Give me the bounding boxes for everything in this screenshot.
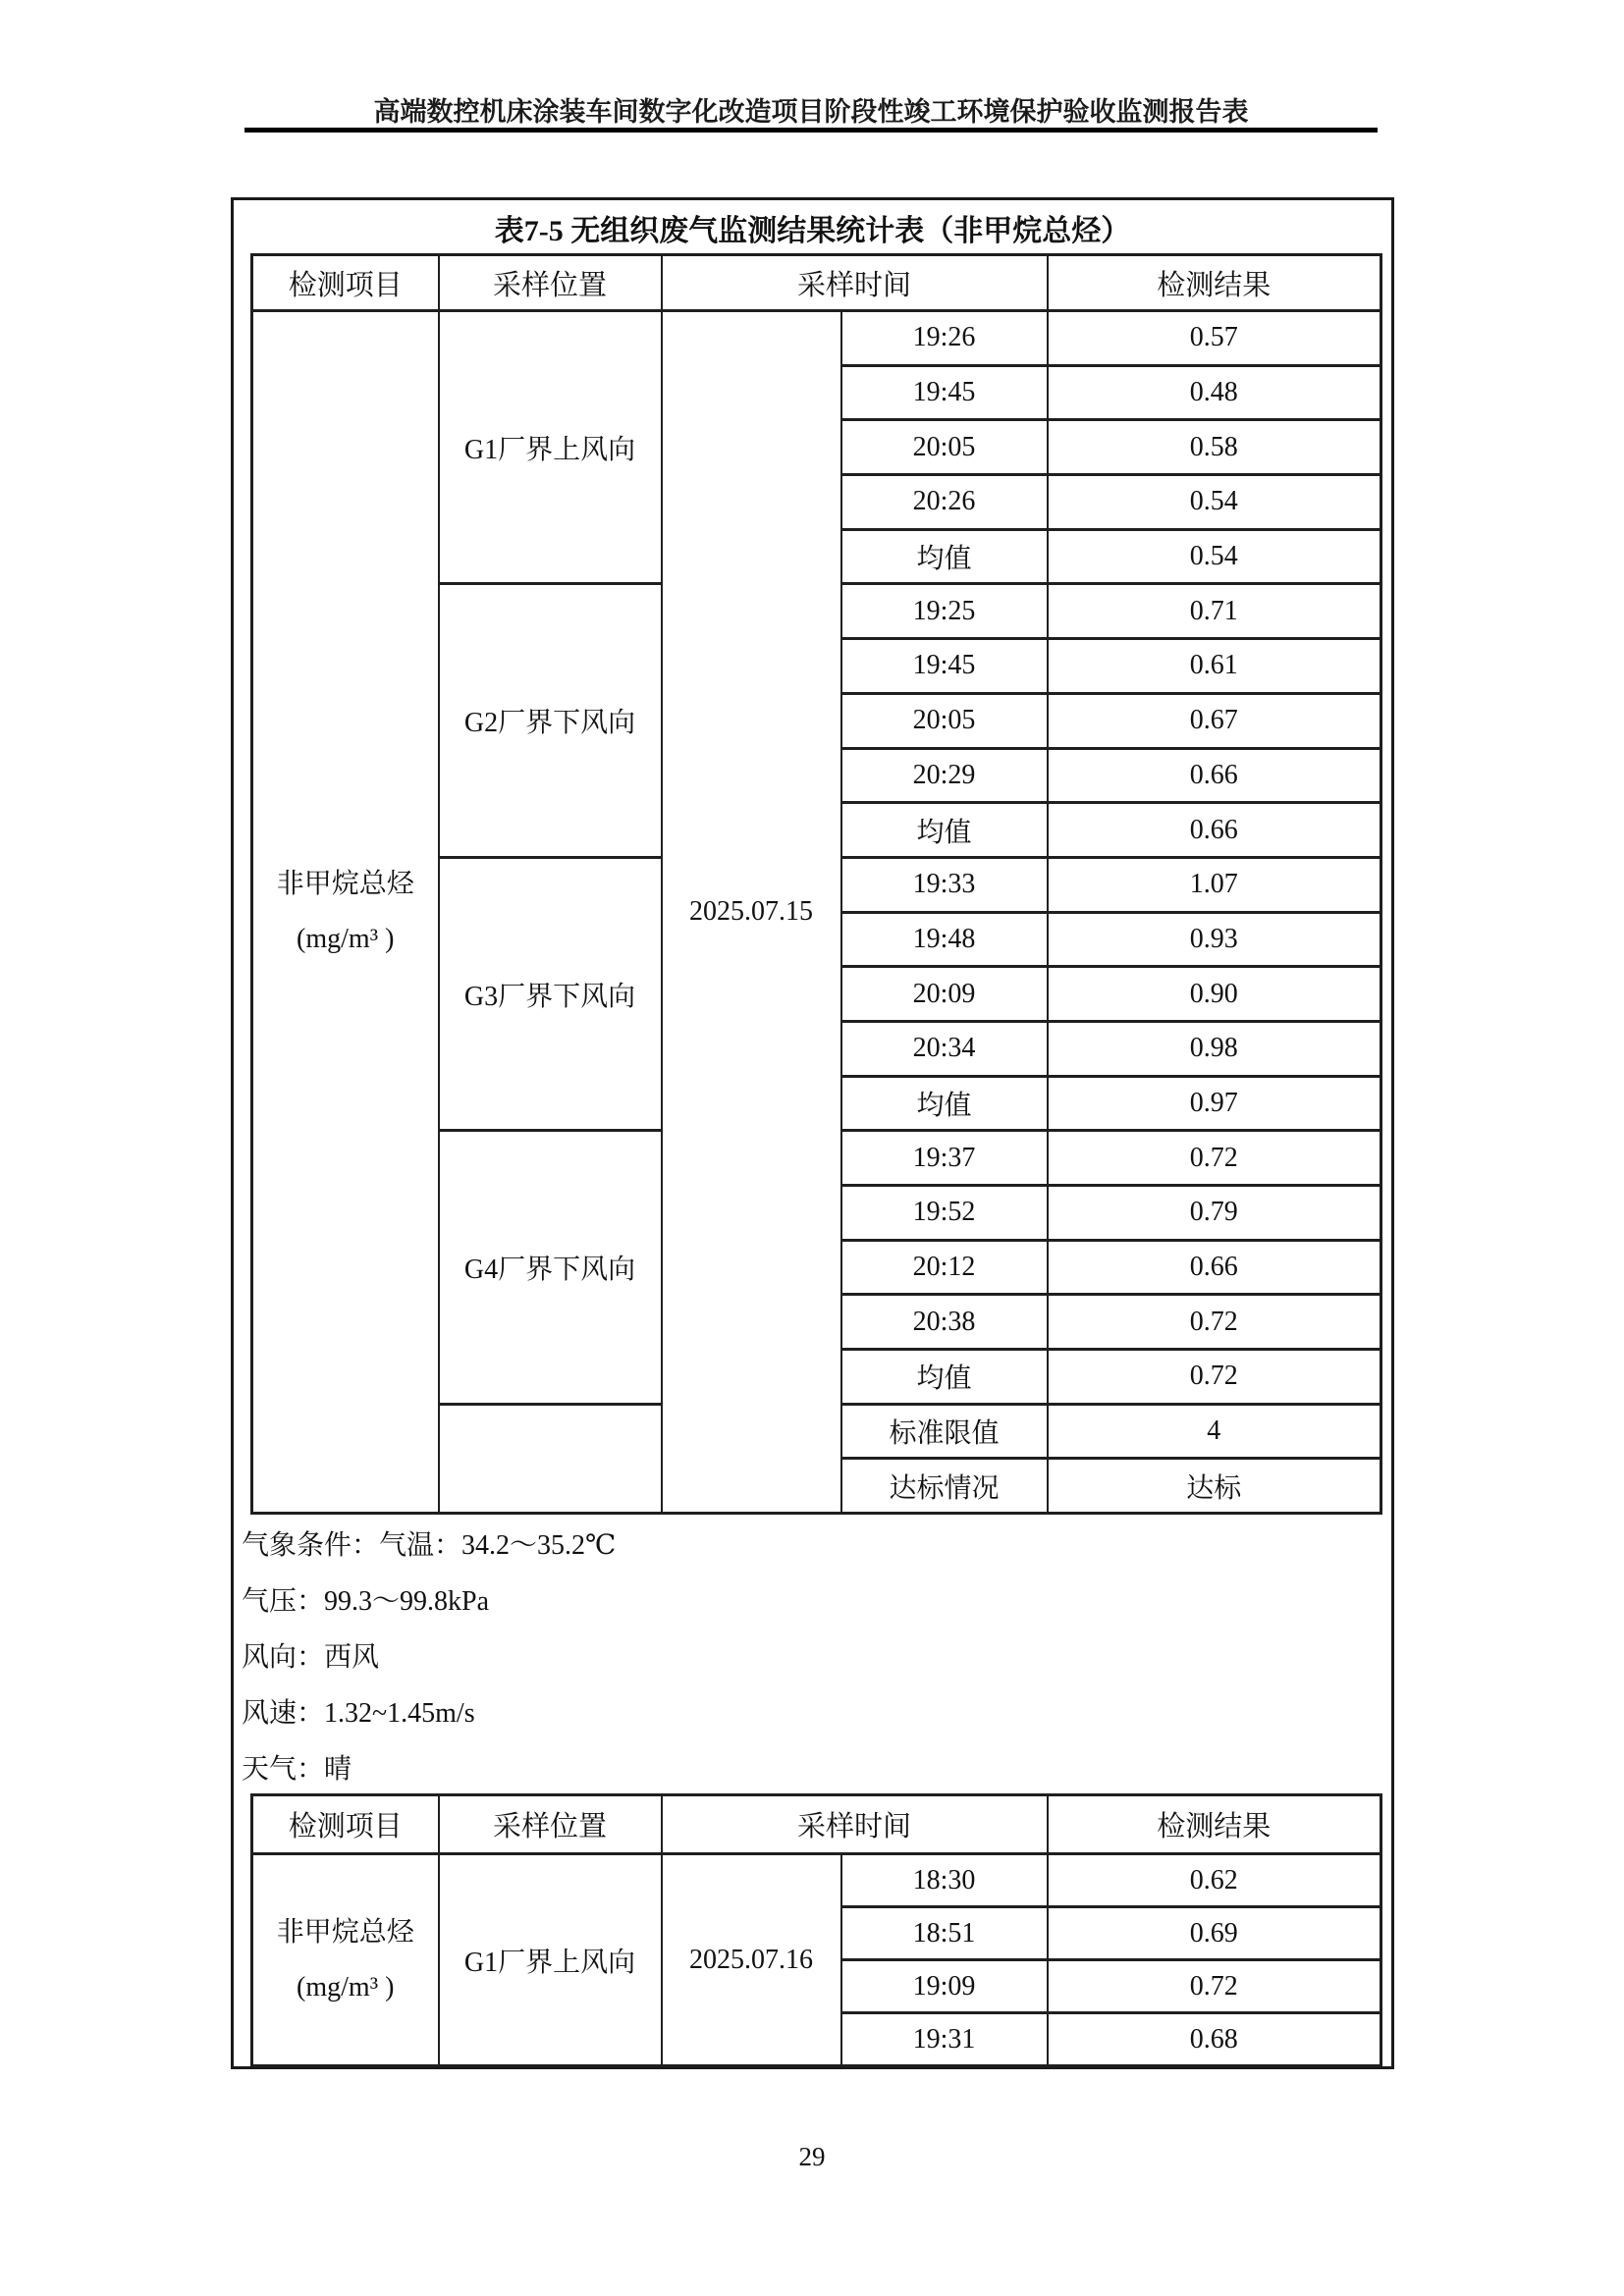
cell-date: 2025.07.15 — [662, 311, 841, 1514]
cell-result: 0.61 — [1048, 639, 1381, 694]
cell-time: 19:26 — [841, 311, 1048, 366]
cell-result: 1.07 — [1048, 857, 1381, 912]
header-cell-item: 检测项目 — [252, 1795, 439, 1854]
cell-time: 19:31 — [841, 2013, 1048, 2066]
cell-time: 19:52 — [841, 1186, 1048, 1241]
cell-result: 0.68 — [1048, 2013, 1381, 2066]
item-unit: (mg/m³ ) — [297, 1971, 395, 2002]
table-header-row — [252, 1795, 1381, 1854]
cell-time: 20:12 — [841, 1240, 1048, 1295]
cell-result: 0.62 — [1048, 1854, 1381, 1907]
cell-result: 0.72 — [1048, 1295, 1381, 1350]
header-cell-result: 检测结果 — [1048, 1795, 1381, 1854]
cell-mean-label: 均值 — [841, 803, 1048, 858]
cell-time: 19:33 — [841, 857, 1048, 912]
cell-result: 0.72 — [1048, 1131, 1381, 1186]
cell-result: 0.57 — [1048, 311, 1381, 366]
cell-time: 20:38 — [841, 1295, 1048, 1350]
page-number: 29 — [798, 2142, 826, 2171]
table-title: 表7-5 无组织废气监测结果统计表（非甲烷总烃） — [494, 215, 1131, 247]
item-name: 非甲烷总烃 — [276, 1916, 414, 1948]
header-cell-location: 采样位置 — [439, 255, 662, 311]
item-unit: (mg/m³ ) — [297, 924, 395, 955]
cell-result: 0.66 — [1048, 1240, 1381, 1295]
cell-result: 0.69 — [1048, 1907, 1381, 1960]
cell-result: 0.97 — [1048, 1076, 1381, 1131]
cell-empty — [439, 1404, 662, 1513]
cell-location-g1: G1厂界上风向 — [439, 311, 662, 584]
cell-time: 20:05 — [841, 420, 1048, 475]
cell-result: 0.66 — [1048, 803, 1381, 858]
cell-date: 2025.07.16 — [662, 1854, 841, 2066]
cell-location-g1: G1厂界上风向 — [439, 1854, 662, 2066]
cell-mean-label: 均值 — [841, 529, 1048, 584]
cell-time: 19:25 — [841, 584, 1048, 639]
cell-time: 20:05 — [841, 693, 1048, 748]
cell-time: 20:29 — [841, 748, 1048, 803]
weather-line-wind-speed: 风速：1.32~1.45m/s — [242, 1698, 475, 1729]
cell-time: 19:37 — [841, 1131, 1048, 1186]
weather-conditions-block — [238, 1512, 1377, 1793]
cell-result: 0.79 — [1048, 1186, 1381, 1241]
monitoring-table-2025-07-16 — [250, 1793, 1382, 2067]
header-cell-result: 检测结果 — [1048, 255, 1381, 311]
cell-mean-label: 均值 — [841, 1076, 1048, 1131]
cell-time: 18:30 — [841, 1854, 1048, 1907]
cell-time: 20:34 — [841, 1021, 1048, 1076]
weather-line-sky: 天气：晴 — [242, 1754, 352, 1785]
cell-result: 0.67 — [1048, 693, 1381, 748]
document-header-title: 高端数控机床涂装车间数字化改造项目阶段性竣工环境保护验收监测报告表 — [373, 97, 1249, 127]
cell-result: 0.90 — [1048, 967, 1381, 1022]
header-divider — [244, 128, 1378, 133]
table-row — [252, 1854, 1381, 1907]
cell-result: 0.66 — [1048, 748, 1381, 803]
cell-result: 0.48 — [1048, 365, 1381, 420]
weather-line-temperature: 气象条件：气温：34.2～35.2℃ — [242, 1530, 617, 1561]
cell-time: 18:51 — [841, 1907, 1048, 1960]
header-cell-time: 采样时间 — [662, 1795, 1048, 1854]
cell-compliance-label: 达标情况 — [841, 1459, 1048, 1514]
cell-result: 0.54 — [1048, 529, 1381, 584]
cell-location-g3: G3厂界下风向 — [439, 857, 662, 1130]
cell-time: 19:45 — [841, 365, 1048, 420]
cell-compliance-value: 达标 — [1048, 1459, 1381, 1514]
weather-line-wind-direction: 风向：西风 — [242, 1642, 380, 1673]
cell-limit-label: 标准限值 — [841, 1404, 1048, 1459]
cell-time: 19:45 — [841, 639, 1048, 694]
report-section-box — [231, 197, 1394, 2069]
cell-result: 0.98 — [1048, 1021, 1381, 1076]
cell-result: 0.72 — [1048, 1350, 1381, 1405]
cell-limit-value: 4 — [1048, 1404, 1381, 1459]
cell-time: 19:48 — [841, 912, 1048, 967]
header-cell-time: 采样时间 — [662, 255, 1048, 311]
cell-result: 0.58 — [1048, 420, 1381, 475]
table-row — [252, 311, 1381, 366]
cell-result: 0.72 — [1048, 1960, 1381, 2013]
cell-location-g2: G2厂界下风向 — [439, 584, 662, 857]
cell-item — [252, 311, 439, 1514]
cell-result: 0.93 — [1048, 912, 1381, 967]
cell-time: 19:09 — [841, 1960, 1048, 2013]
cell-result: 0.54 — [1048, 475, 1381, 530]
item-name: 非甲烷总烃 — [276, 869, 414, 900]
cell-location-g4: G4厂界下风向 — [439, 1131, 662, 1404]
header-cell-location: 采样位置 — [439, 1795, 662, 1854]
monitoring-table-2025-07-15 — [250, 253, 1382, 1515]
cell-time: 20:26 — [841, 475, 1048, 530]
weather-line-pressure: 气压：99.3～99.8kPa — [242, 1586, 490, 1617]
cell-mean-label: 均值 — [841, 1350, 1048, 1405]
header-cell-item: 检测项目 — [252, 255, 439, 311]
cell-item — [252, 1854, 439, 2066]
cell-result: 0.71 — [1048, 584, 1381, 639]
cell-time: 20:09 — [841, 967, 1048, 1022]
table-header-row — [252, 255, 1381, 311]
